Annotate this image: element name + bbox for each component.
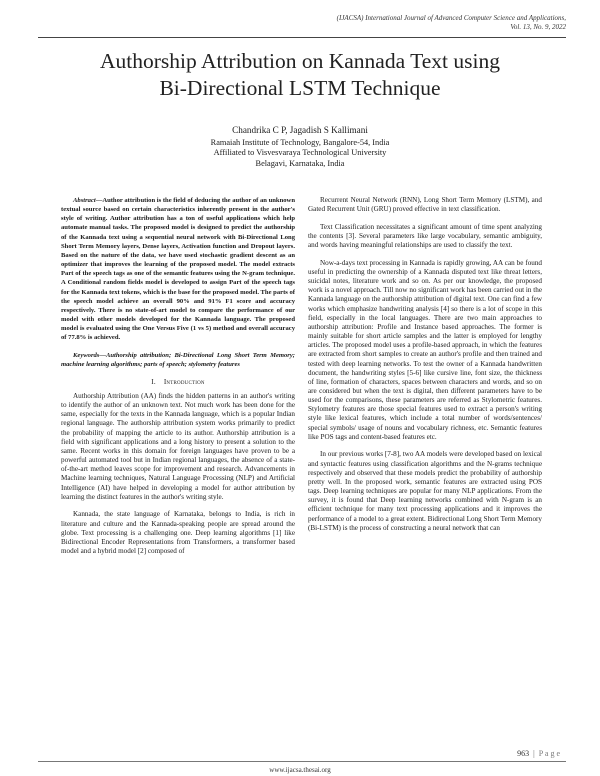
header-rule xyxy=(38,37,566,38)
author-location: Belagavi, Karnataka, India xyxy=(255,158,345,168)
author-block xyxy=(100,125,500,169)
abstract-lead: Abstract xyxy=(73,197,96,204)
body-paragraph-3: Now-a-days text processing in Kannada is rapidly growing, AA can be found useful in predicting the ownership of a Kannada disputed text like threat letters, suicidal notes, literature work and so on. As per our knowledge, the proposed work is a novel approach. Till now no significant work has been carried out in the Kannada language on the authorship attribution of digital text. One can find a few works which emphasize handwriting analysis [4] so there is a lot of scope in this field, especially in the local languages. There are two main approaches to authorship attribution: Profile and Instance based approaches. The former is mainly suitable for short article samples and the latter is employed for lengthy articles. The proposed model uses a profile-based approach, in which the features are extracted from short samples to create an author's profile and then trained and tested with deep learning networks. To test the owner of a Kannada handwritten document, the handwriting styles [5-6] like cursive line, font size, the thickness of line, formation of characters, spaces between characters and words, and so on are considered but when the text is digital, then different parameters have to be used for the comparisons, these parameters are referred as Stylometric features. Stylometry features are those special features used to extract a person's writing style like lexical features, which include a total number of words/sentences/ special symbols/ usage of nouns and vocabulary richness, etc. Semantic features like POS tags and content-based features etc. xyxy=(308,258,542,441)
paper-title xyxy=(30,48,570,102)
journal-name: (IJACSA) International Journal of Advanced Computer Science and Applications, xyxy=(336,14,566,22)
body-paragraph-1: Recurrent Neural Network (RNN), Long Short Term Memory (LSTM), and Gated Recurrent Unit (GRU) proved effective in text classification. xyxy=(308,196,542,214)
page-number xyxy=(517,749,560,758)
left-column xyxy=(61,196,295,565)
footer-url[interactable]: www.ijacsa.thesai.org xyxy=(269,766,331,774)
page-number-separator: | xyxy=(533,749,535,758)
section-title: Introduction xyxy=(163,377,205,386)
page-label: P a g e xyxy=(538,749,560,758)
section-number: I. xyxy=(151,377,156,386)
abstract xyxy=(61,196,295,343)
journal-header xyxy=(166,14,566,32)
intro-paragraph-2: Kannada, the state language of Karnataka, belongs to India, is rich in literature and culture and the Kannada-speaking people are spread around the globe. Text processing is a challenging one. Deep learning algorithms [1] like Bidirectional Encoder Representations from Transformers, a transformer based model and a hybrid model [2] composed of xyxy=(61,510,295,555)
section-heading-introduction xyxy=(61,378,295,387)
right-column xyxy=(308,196,542,541)
body-paragraph-2: Text Classification necessitates a significant amount of time spent analyzing the contents [3]. Several parameters like large vocabulary, semantic ambiguity, and words having meaningful relationships are used to classify the text. xyxy=(308,222,542,250)
keywords: Keywords—Authorship attribution; Bi-Directional Long Short Term Memory; machine learning algorithms; parts of speech; stylometry features xyxy=(61,352,295,369)
author-names: Chandrika C P, Jagadish S Kallimani xyxy=(232,125,368,135)
footer-rule xyxy=(38,761,566,762)
body-paragraph-4: In our previous works [7-8], two AA models were developed based on lexical and syntactic features using classification algorithms and the N-grams technique respectively and observed that these models predict the probability of authorship pretty well. In the proposed work, semantic features are extracted using POS tags. Deep learning techniques are popular for many NLP applications. From the survey, it is found that Deep learning networks combined with N-gram is an efficient technique for many text processing applications and it improves the performance of a model to a great extent. Bidirectional Long Short Term Memory (Bi-LSTM) is the process of constructing a neural network that can xyxy=(308,450,542,532)
author-affiliation: Ramaiah Institute of Technology, Bangalore-54, India xyxy=(210,137,390,147)
title-line-2: Bi-Directional LSTM Technique xyxy=(159,76,441,100)
journal-volume: Vol. 13, No. 9, 2022 xyxy=(510,23,566,31)
author-affiliation-university: Affiliated to Visvesvaraya Technological University xyxy=(213,148,387,158)
page-number-value: 963 xyxy=(517,749,530,758)
abstract-text: —Author attribution is the field of deducing the author of an unknown textual source based on certain characteristics inherently present in the author's style of writing. Author attribution has a ton of useful applications which help automate manual tasks. The proposed model is designed to predict the authorship of the Kannada text using a sequential neural network with Bi-Directional Long Short Term Memory layers, Dense layers, Activation function and Dropout layers. Based on the nature of the data, we have used stochastic gradient descent as an optimizer that improves the learning of the proposed model. The model extracts Part of the speech tags as one of the semantic features using the N-gram technique. A Conditional random fields model is developed to assign Part of the speech tags for the Kannada text tokens, which is the base for the proposed model. The parts of the speech model achieve an overall 90% and 91% F1 score and accuracy respectively. There is no state-of-art model to compare the performance of our model with other models developed for the Kannada language. The proposed model is evaluated using the One Versus Five (1 vs 5) method and overall accuracy of 77.8% is achieved. xyxy=(61,197,295,342)
title-line-1: Authorship Attribution on Kannada Text using xyxy=(100,49,500,73)
intro-paragraph-1: Authorship Attribution (AA) finds the hidden patterns in an author's writing to identify the author of an unknown text. Not much work has been done for the same, especially for the texts in the Kannada language, which is a popular Indian regional language. The authorship attribution system works primarily to predict the probability of mapping the article to its author. Authorship attribution is a field with significant applications and a long history to present a solution to the same. Recent works in this domain for foreign languages have proven to be a powerful automated tool but in Indian regional languages, the absence of a state-of-the-art method leaves scope for improvement and research. Advancements in Machine learning techniques, Natural Language Processing (NLP) and Artificial Intelligence (AI) have helped in developing a model for author attribution by learning the distinct features in the author's writing style. xyxy=(61,391,295,501)
